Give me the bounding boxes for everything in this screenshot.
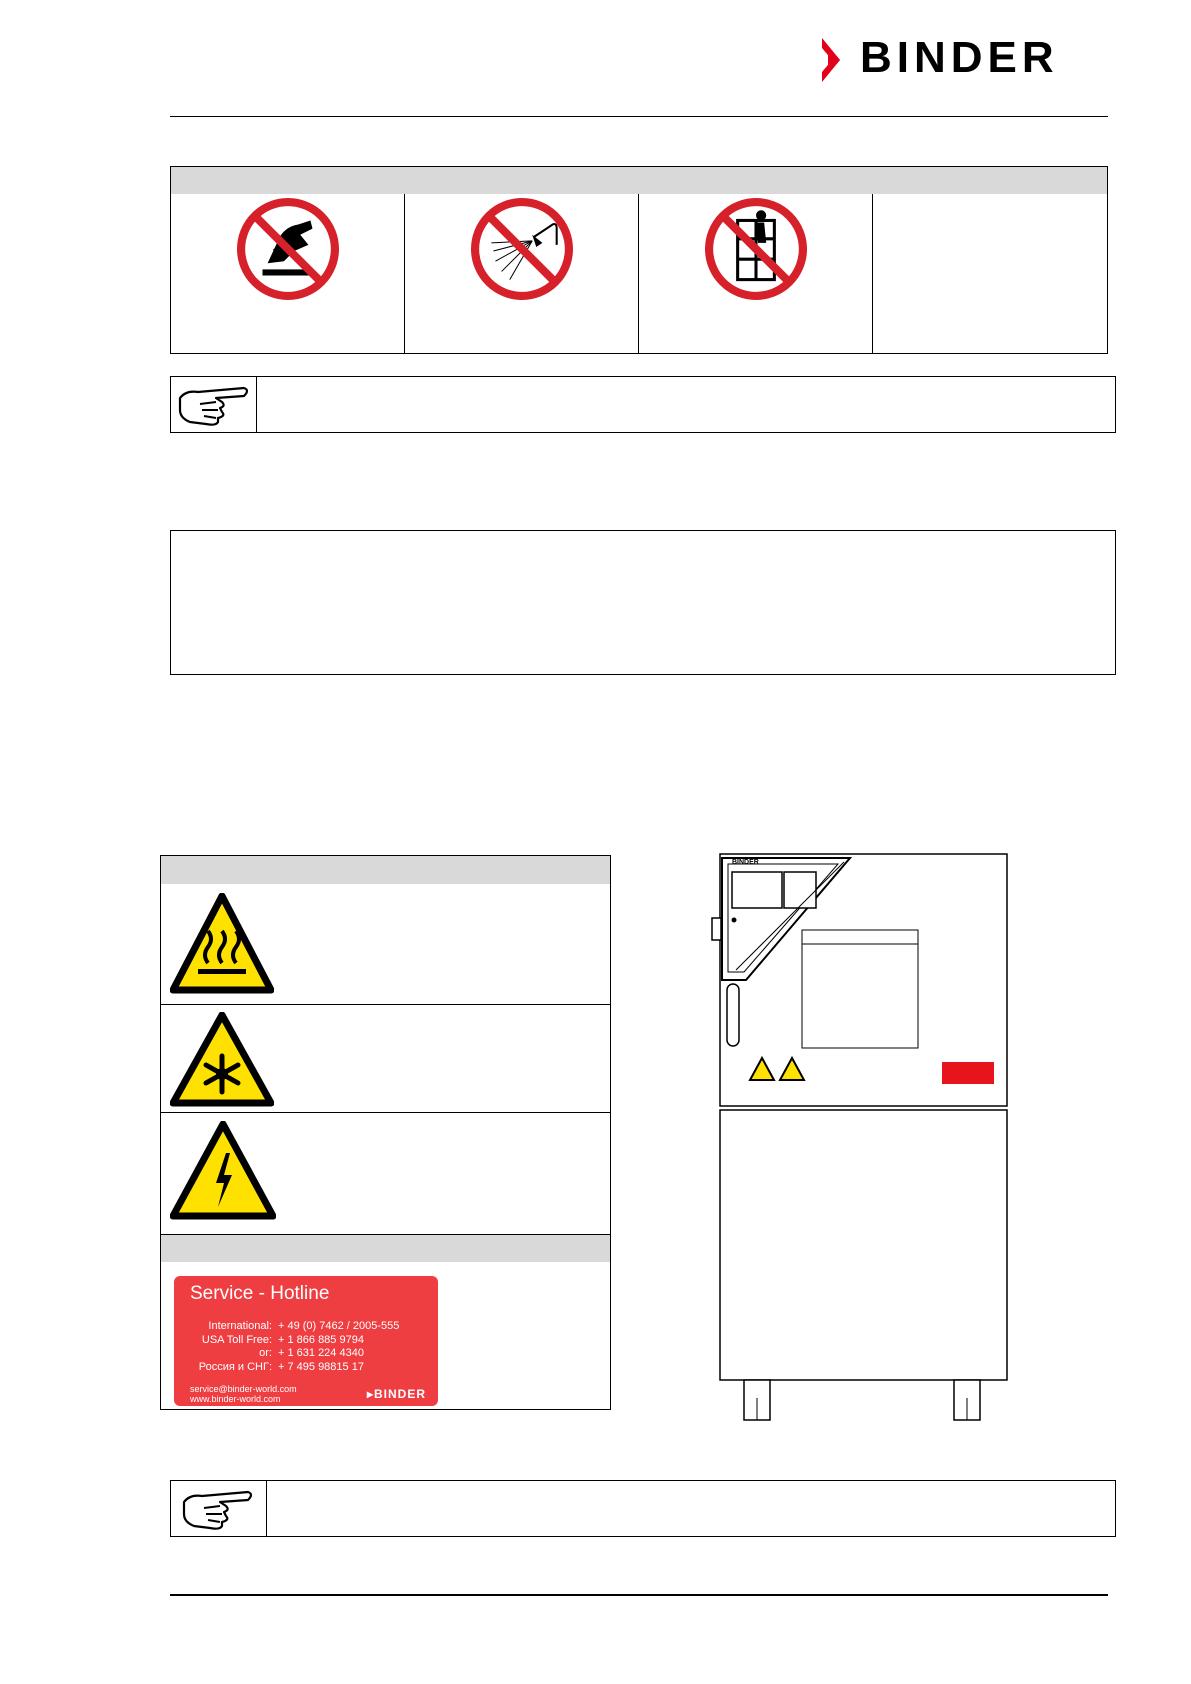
no-touching-hot-surface-icon [237,198,339,300]
hotline-website: www.binder-world.com [190,1394,281,1404]
no-water-spray-icon [471,198,573,300]
hotline-row: International: + 49 (0) 7462 / 2005-555 [208,1320,400,1332]
cold-surface-warning-icon [170,1012,274,1108]
pointing-hand-icon [178,1484,258,1532]
header-rule [170,116,1108,117]
hotline-numbers [190,1320,399,1374]
hot-surface-warning-icon [170,893,274,995]
service-hotline-label [174,1276,438,1406]
hotline-row: or: + 1 631 224 4340 [259,1347,364,1359]
hotline-title: Service - Hotline [190,1283,330,1304]
chamber-drawing [710,852,1010,1422]
hotline-contact [190,1384,297,1404]
hotline-row: Россия и СНГ: + 7 495 98815 17 [198,1360,364,1373]
no-climbing-icon [705,198,807,300]
prohibition-table-header [170,166,1108,195]
brand-name: BINDER [860,33,1059,82]
hotline-email: service@binder-world.com [190,1384,297,1394]
brand-logo [820,33,1110,84]
hotline-table-header [160,1234,611,1263]
labels-table-header [160,855,611,885]
hotline-brand: ▸BINDER [366,1387,426,1401]
hotline-row: USA Toll Free: + 1 866 885 9794 [201,1333,364,1346]
note-box [170,376,1116,433]
footer-rule [170,1594,1108,1596]
info-box [170,530,1116,675]
pointing-hand-icon [176,380,252,428]
note-box-bottom [170,1480,1116,1537]
electrical-hazard-warning-icon [170,1121,276,1221]
chamber-brand: BINDER [732,859,759,866]
